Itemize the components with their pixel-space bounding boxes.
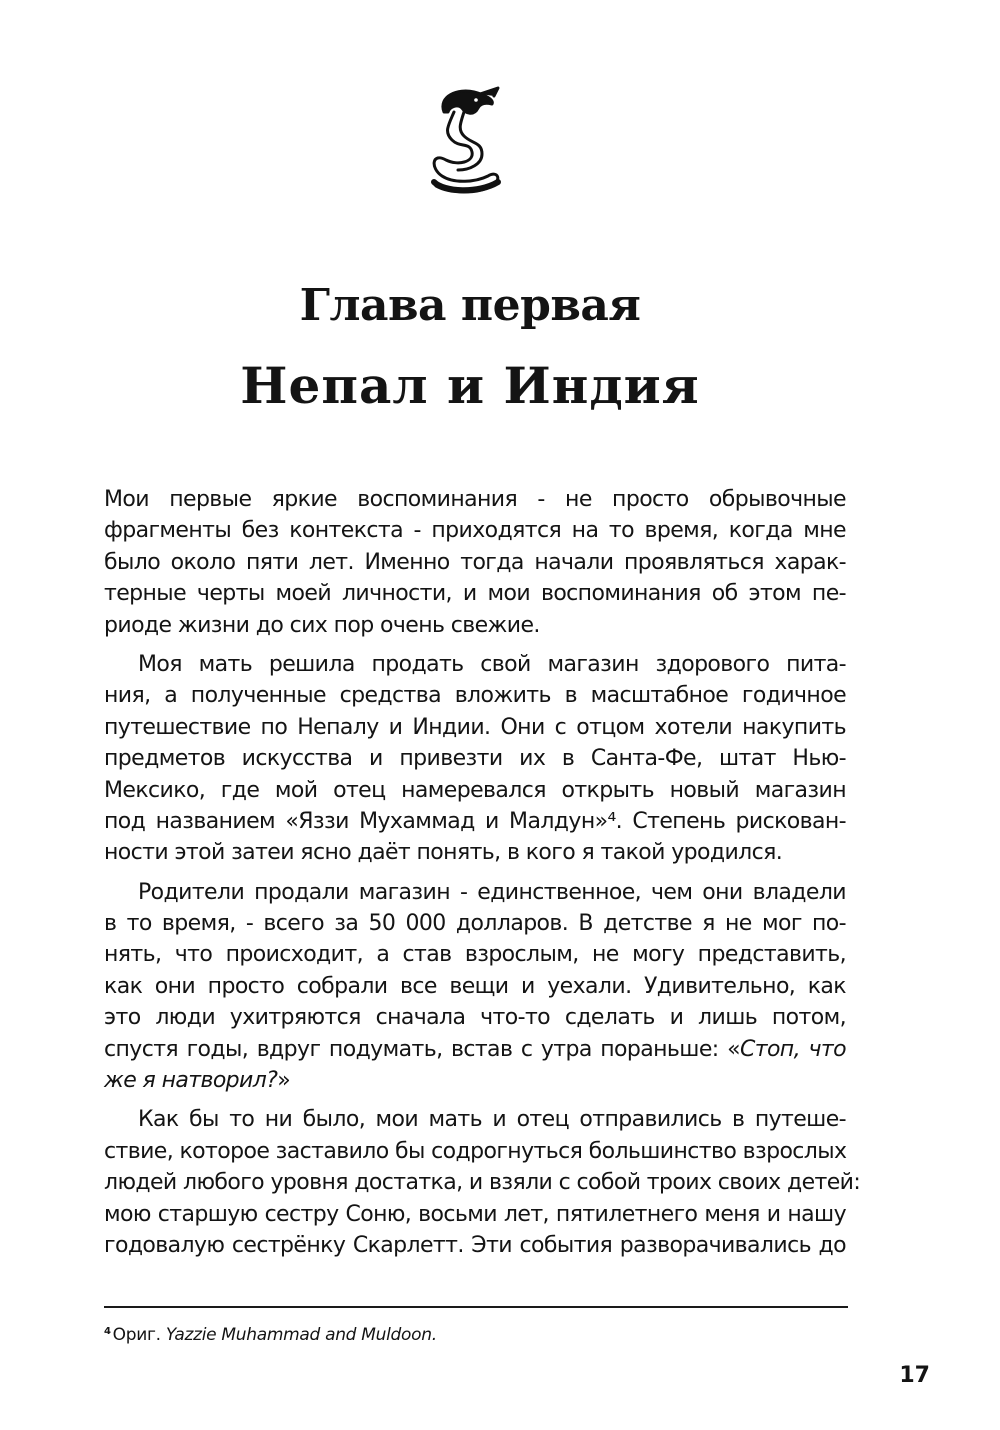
text-line: путешествие по Непалу и Индии. Они с отцом хотели накупить [104,714,846,740]
footnote-divider [104,1306,848,1308]
footnote-original-title: Yazzie Muhammad and Muldoon. [165,1325,437,1345]
text-line: мою старшую сестру Соню, восьми лет, пятилетнего меня и нашу [104,1201,846,1227]
footnote-mark: 4 [104,1326,111,1337]
text-line: людей любого уровня достатка, и взяли с собой троих своих детей: [104,1170,861,1196]
text-line: под названием «Яззи Мухаммад и Малдун»⁴. Степень рискован- [104,808,846,834]
text-line: в то время, - всего за 50 000 долларов. В детстве я не мог по- [104,911,846,937]
text-line: нять, что происходит, а став взрослым, не могу представить, [104,942,846,968]
chapter-title: Непал и Индия [240,356,700,415]
text-line: ствие, которое заставило бы содрогнуться большинство взрослых [104,1138,847,1164]
text-line: Как бы то ни было, мои мать и отец отправились в путеше- [138,1107,846,1133]
chapter-label: Глава первая [299,280,641,331]
text-line: это люди ухитряются сначала что-то сделать и лишь потом, [104,1005,846,1031]
text-line: было около пяти лет. Именно тогда начали проявляться харак- [104,549,846,575]
text-segment: спустя годы, вдруг подумать, встав с утра пораньше: « [104,1036,740,1062]
footnote [104,1320,437,1347]
text-line: фрагменты без контекста - приходятся на то время, когда мне [104,518,846,544]
text-line: риоде жизни до сих пор очень свежие. [104,612,540,638]
italic-segment: же я натворил? [104,1068,278,1094]
text-line [104,1065,846,1096]
text-line: ности этой затеи ясно даёт понять, в кого я такой уродился. [104,840,783,866]
footnote-prefix: Ориг. [112,1325,166,1345]
text-line: как они просто собрали все вещи и уехали. Удивительно, как [104,973,846,999]
text-line: предметов искусства и привезти их в Санта-Фе, штат Нью- [104,746,846,772]
text-line: Мексико, где мой отец намеревался открыть новый магазин [104,777,846,803]
text-line: терные черты моей личности, и мои воспоминания об этом пе- [104,581,846,607]
text-line: годовалую сестрёнку Скарлетт. Эти события разворачивались до [104,1232,846,1258]
page-number: 17 [899,1363,930,1388]
italic-segment: Стоп, что [739,1036,846,1062]
cobra-snake-icon [414,82,510,202]
body-text [104,484,861,1261]
text-segment: » [277,1068,291,1094]
text-line: Мои первые яркие воспоминания - не просто обрывочные [104,487,846,512]
text-line: Моя мать решила продать свой магазин здорового пита- [138,651,846,677]
text-line: Родители продали магазин - единственное, чем они владели [138,879,846,905]
text-line: ния, а полученные средства вложить в масштабное годичное [104,683,846,709]
text-line [104,1034,846,1065]
